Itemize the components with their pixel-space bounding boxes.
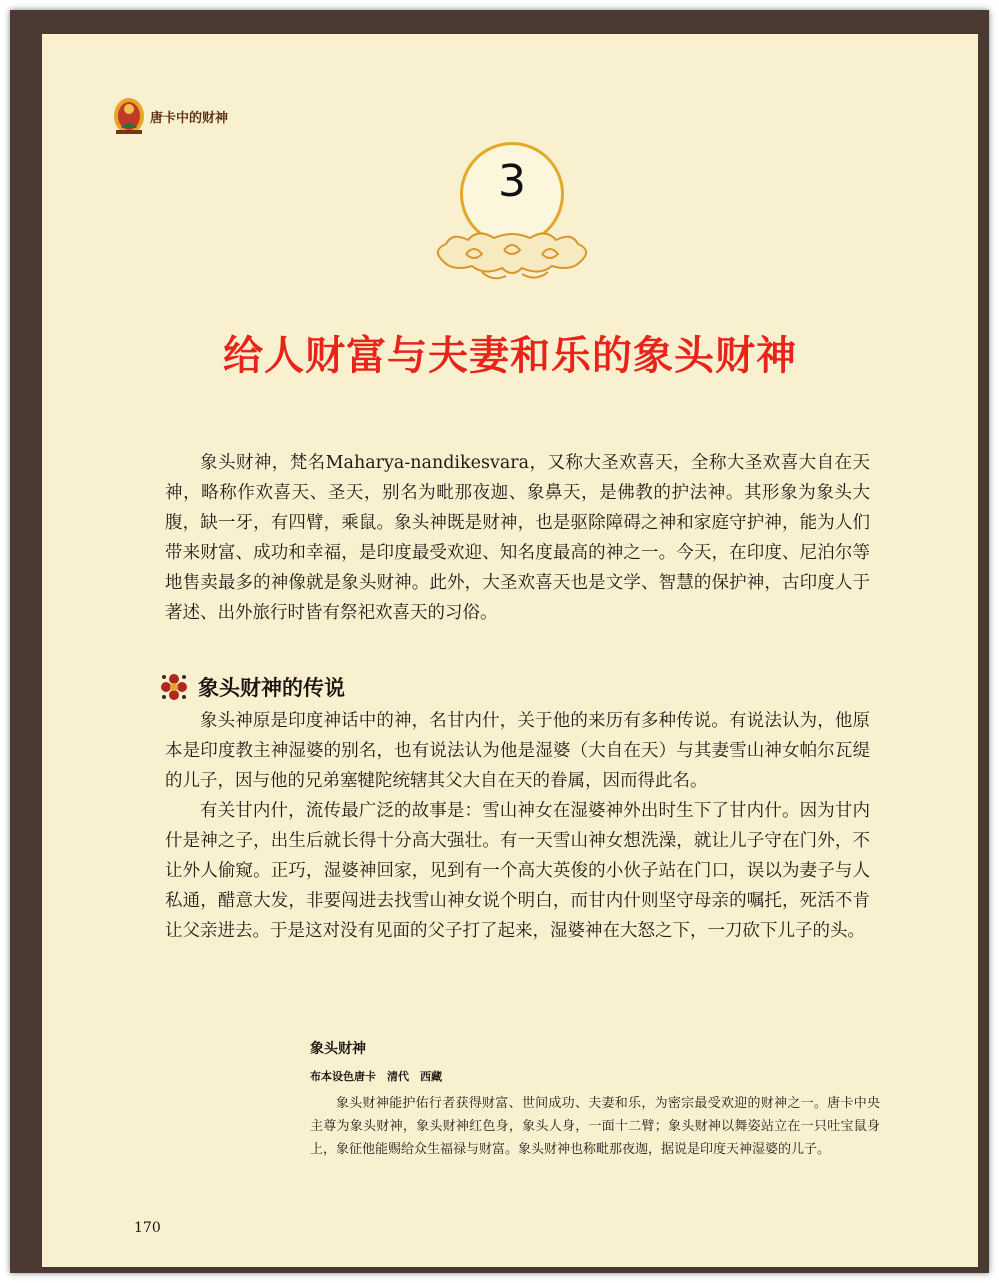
flower-ornament-icon: [158, 671, 190, 703]
running-header: [112, 96, 228, 136]
legend-paragraph-1: 象头神原是印度神话中的神，名甘内什，关于他的来历有多种传说。有说法认为，他原本是印度教主神湿婆的别名，也有说法认为他是湿婆（大自在天）与其妻雪山神女帕尔瓦缇的儿子，因与他的兄弟塞犍陀统辖其父大自在天的眷属，因而得此名。: [165, 711, 870, 791]
chapter-title: 给人财富与夫妻和乐的象头财神: [223, 333, 797, 379]
book-page: [42, 34, 978, 1267]
figure-caption: [310, 1038, 880, 1161]
deity-thangka-icon: [112, 96, 146, 136]
page-number: 170: [134, 1220, 161, 1236]
caption-subtitle: 布本设色唐卡 清代 西藏: [310, 1070, 442, 1083]
section-title: 象头财神的传说: [198, 676, 345, 700]
chapter-number: 3: [498, 156, 526, 207]
legend-paragraph-2: 有关甘内什，流传最广泛的故事是：雪山神女在湿婆神外出时生下了甘内什。因为甘内什是神之子，出生后就长得十分高大强壮。有一天雪山神女想洗澡，就让儿子守在门外，不让外人偷窥。正巧，湿婆神回家，见到有一个高大英俊的小伙子站在门口，误以为妻子与人私通，醋意大发，非要闯进去找雪山神女说个明白，而甘内什则坚守母亲的嘱托，死活不肯让父亲进去。于是这对没有见面的父子打了起来，湿婆神在大怒之下，一刀砍下儿子的头。: [165, 801, 870, 941]
caption-body: 象头财神能护佑行者获得财富、世间成功、夫妻和乐，为密宗最受欢迎的财神之一。唐卡中央主尊为象头财神，象头财神红色身，象头人身，一面十二臂；象头财神以舞姿站立在一只吐宝鼠身上，象征他能赐给众生福禄与财富。象头财神也称毗那夜迦，据说是印度天神湿婆的儿子。: [310, 1096, 880, 1157]
chapter-badge: [422, 142, 602, 302]
section-heading: [158, 671, 345, 703]
auspicious-cloud-icon: [422, 210, 602, 290]
intro-paragraph: 象头财神，梵名Maharya-nandikesvara，又称大圣欢喜天，全称大圣欢喜大自在天神，略称作欢喜天、圣天，别名为毗那夜迦、象鼻天，是佛教的护法神。其形象为象头大腹，缺一牙，有四臂，乘鼠。象头神既是财神，也是驱除障碍之神和家庭守护神，能为人们带来财富、成功和幸福，是印度最受欢迎、知名度最高的神之一。今天，在印度、尼泊尔等地售卖最多的神像就是象头财神。此外，大圣欢喜天也是文学、智慧的保护神，古印度人于著述、出外旅行时皆有祭祀欢喜天的习俗。: [165, 453, 870, 623]
running-title: 唐卡中的财神: [150, 110, 229, 126]
page-frame: [10, 10, 989, 1273]
caption-title: 象头财神: [310, 1041, 366, 1057]
